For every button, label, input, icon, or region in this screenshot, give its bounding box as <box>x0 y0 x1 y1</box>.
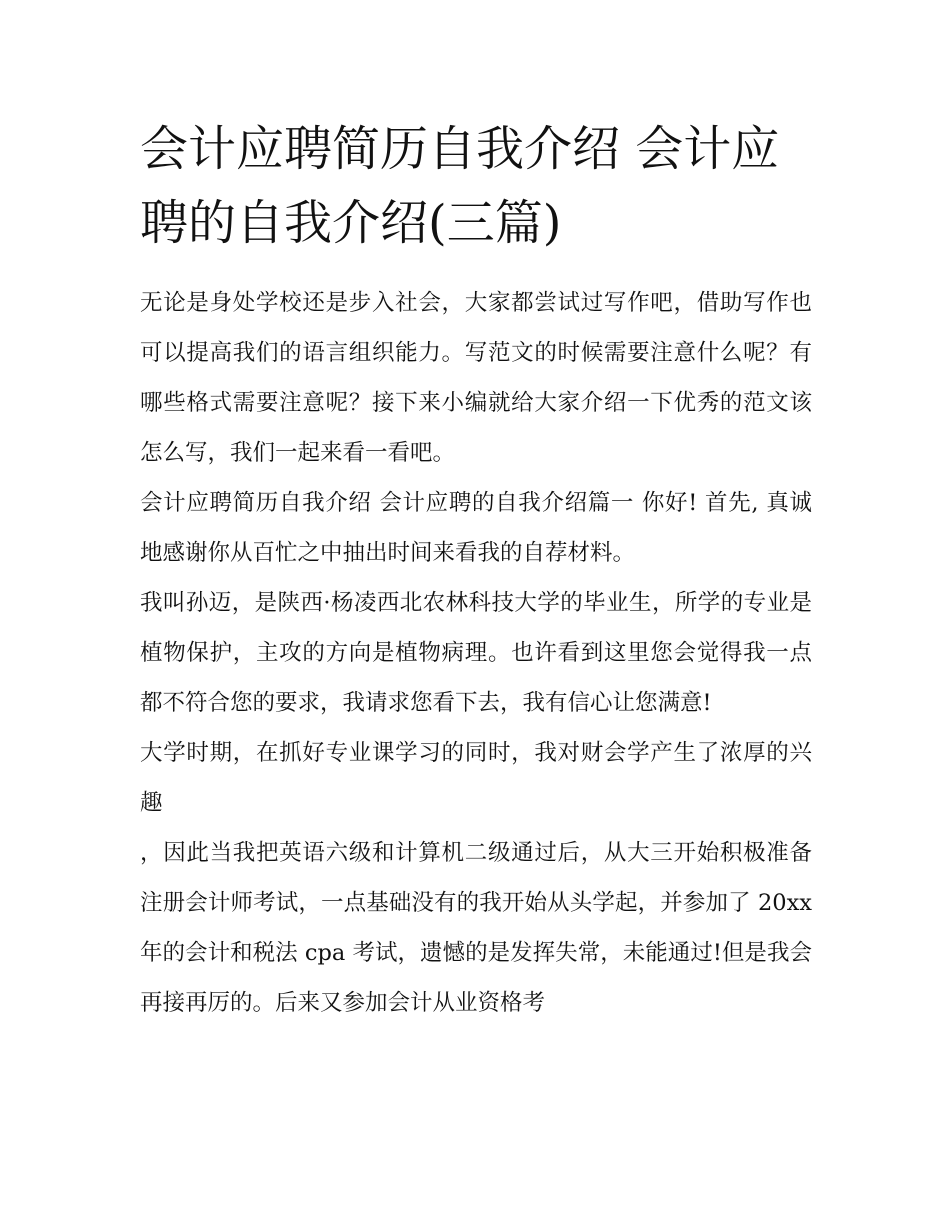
paragraph-exams: ，因此当我把英语六级和计算机二级通过后，从大三开始积极准备注册会计师考试，一点基础没有的我开始从头学起，并参加了 20xx 年的会计和税法 cpa 考试，遗憾的是发挥失常，未能通过!但是我会再接再厉的。后来又参加会计从业资格考 <box>140 840 812 1016</box>
paragraph-self-intro: 我叫孙迈，是陕西·杨凌西北农林科技大学的毕业生，所学的专业是植物保护，主攻的方向是植物病理。也许看到这里您会觉得我一点都不符合您的要求，我请求您看下去，我有信心让您满意! <box>140 590 812 716</box>
paragraph-greeting: 会计应聘简历自我介绍 会计应聘的自我介绍篇一 你好! 首先, 真诚地感谢你从百忙之中抽出时间来看我的自荐材料。 <box>140 490 812 566</box>
paragraph-intro: 无论是身处学校还是步入社会，大家都尝试过写作吧，借助写作也可以提高我们的语言组织能力。写范文的时候需要注意什么呢？有哪些格式需要注意呢？接下来小编就给大家介绍一下优秀的范文该怎么写，我们一起来看一看吧。 <box>140 290 812 466</box>
document-body <box>140 278 812 1028</box>
document-title: 会计应聘简历自我介绍 会计应聘的自我介绍(三篇) <box>140 121 780 251</box>
paragraph-university: 大学时期，在抓好专业课学习的同时，我对财会学产生了浓厚的兴趣 <box>140 740 812 816</box>
